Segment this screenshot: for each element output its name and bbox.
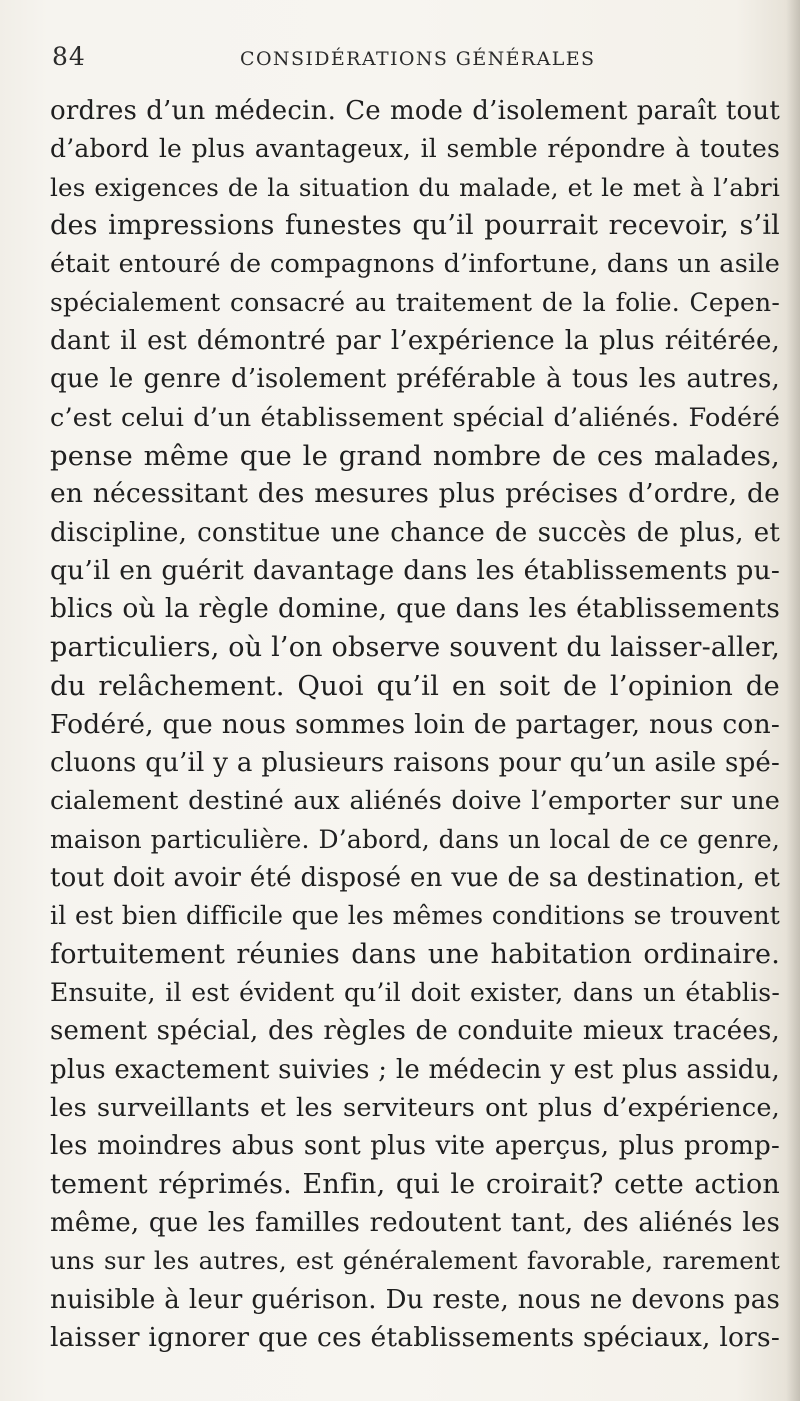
text-line: laisser ignorer que ces établissements spéciaux, lors-	[50, 1322, 780, 1353]
text-line: c’est celui d’un établissement spécial d’aliénés. Fodéré	[50, 402, 780, 433]
text-line: sement spécial, des règles de conduite mieux tracées,	[50, 1016, 780, 1047]
running-head: CONSIDÉRATIONS GÉNÉRALES	[240, 48, 596, 70]
text-line: des impressions funestes qu’il pourrait recevoir, s’il	[50, 210, 780, 242]
text-line: Ensuite, il est évident qu’il doit exister, dans un établis-	[50, 977, 780, 1007]
text-line: les surveillants et les serviteurs ont plus d’expérience,	[50, 1092, 780, 1123]
text-line: cialement destiné aux aliénés doive l’emporter sur une	[50, 786, 780, 817]
text-line: que le genre d’isolement préférable à tous les autres,	[50, 364, 780, 395]
text-line: qu’il en guérit davantage dans les établissements pu-	[50, 555, 780, 587]
text-line: fortuitement réunies dans une habitation ordinaire.	[50, 938, 780, 970]
text-line: dant il est démontré par l’expérience la plus réitérée,	[50, 326, 780, 357]
text-line: tement réprimés. Enfin, qui le croirait? cette action	[50, 1168, 780, 1200]
text-line: du relâchement. Quoi qu’il en soit de l’opinion de	[50, 670, 780, 703]
text-line: les exigences de la situation du malade, et le met à l’abri	[50, 172, 780, 202]
text-line: uns sur les autres, est généralement favorable, rarement	[50, 1246, 780, 1276]
text-line: d’abord le plus avantageux, il semble répondre à toutes	[50, 134, 780, 164]
body-text	[50, 92, 790, 1357]
text-line: même, que les familles redoutent tant, des aliénés les	[50, 1207, 780, 1238]
text-line: plus exactement suivies ; le médecin y est plus assidu,	[50, 1054, 780, 1085]
text-line: spécialement consacré au traitement de la folie. Cepen-	[50, 287, 780, 317]
text-line: était entouré de compagnons d’infortune, dans un asile	[50, 249, 780, 280]
text-line: blics où la règle domine, que dans les établissements	[50, 593, 780, 625]
text-line: nuisible à leur guérison. Du reste, nous ne devons pas	[50, 1284, 780, 1315]
text-line: tout doit avoir été disposé en vue de sa destination, et	[50, 862, 780, 893]
text-line: discipline, constitue une chance de succès de plus, et	[50, 517, 780, 548]
text-line: Fodéré, que nous sommes loin de partager, nous con-	[50, 708, 780, 740]
text-line: maison particulière. D’abord, dans un local de ce genre,	[50, 824, 780, 854]
text-line: cluons qu’il y a plusieurs raisons pour qu’un asile spé-	[50, 747, 780, 778]
text-line: particuliers, où l’on observe souvent du laisser-aller,	[50, 631, 780, 663]
text-line: en nécessitant des mesures plus précises d’ordre, de	[50, 478, 780, 510]
text-line: il est bien difficile que les mêmes conditions se trouvent	[50, 901, 780, 931]
text-line: ordres d’un médecin. Ce mode d’isolement paraît tout	[50, 96, 780, 126]
text-line: les moindres abus sont plus vite aperçus, plus promp-	[50, 1131, 780, 1162]
text-line: pense même que le grand nombre de ces malades,	[50, 440, 780, 473]
page-number: 84	[52, 42, 86, 71]
page-header	[48, 42, 778, 78]
